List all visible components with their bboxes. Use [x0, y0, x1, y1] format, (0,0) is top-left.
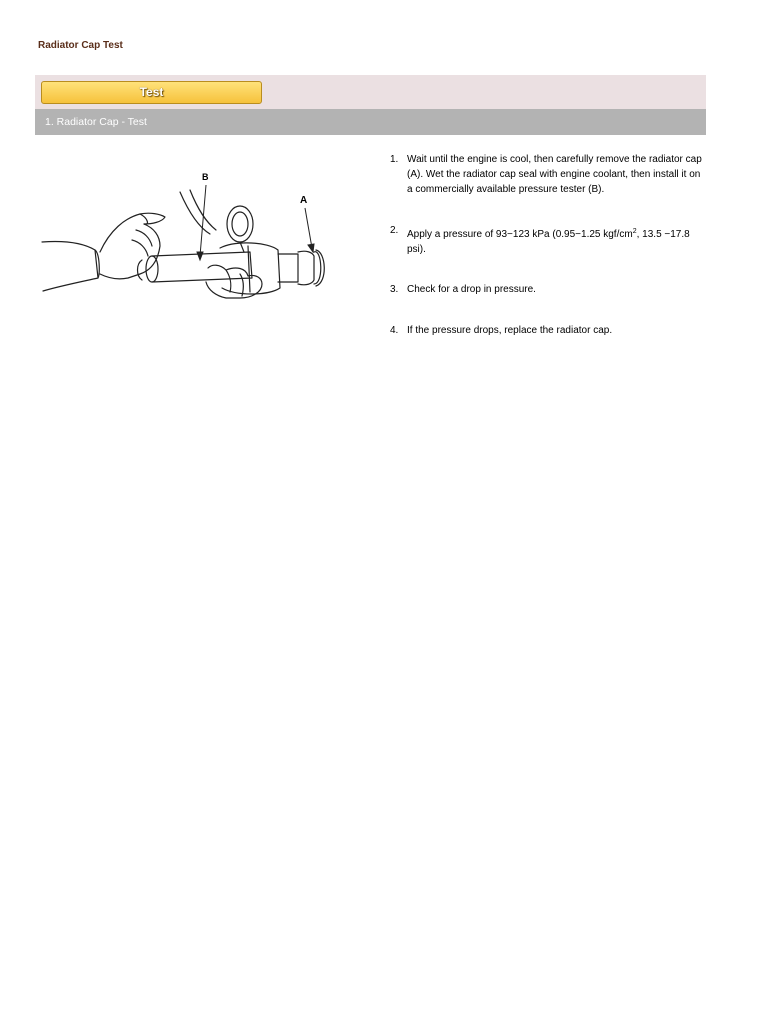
tab-test[interactable]: Test	[41, 81, 262, 104]
tab-panel	[35, 75, 706, 109]
tester-body	[152, 252, 252, 282]
pressure-gauge	[227, 206, 253, 242]
step-text: Check for a drop in pressure.	[407, 284, 536, 295]
step-item	[390, 227, 708, 257]
left-arm	[42, 241, 98, 291]
step-text: Apply a pressure of 93−123 kPa (0.95−1.25 kgf/$cm^2$, 13.5 −17.8 psi).	[407, 228, 690, 255]
step-item	[390, 282, 708, 297]
label-b: B	[202, 172, 209, 182]
step-item	[390, 152, 708, 197]
page-title: Radiator Cap Test	[38, 40, 123, 51]
step-number: 4.	[390, 325, 399, 336]
section-header	[35, 109, 706, 135]
step-number: 1.	[390, 154, 399, 165]
left-hand	[100, 213, 165, 279]
right-hand	[206, 265, 262, 298]
procedure-steps	[390, 152, 708, 338]
tester-hose	[180, 192, 210, 234]
step-number: 2.	[390, 225, 399, 236]
step-text: Wait until the engine is cool, then carefully remove the radiator cap (A). Wet the radiator cap seal with engine coolant, then install it on a commercially available pressure tester (B).	[407, 154, 702, 195]
step-number: 3.	[390, 284, 399, 295]
step-text: If the pressure drops, replace the radiator cap.	[407, 325, 613, 336]
label-a: A	[300, 195, 308, 206]
section-title: 1. Radiator Cap - Test	[45, 116, 147, 128]
radiator-cap-tester-illustration	[40, 160, 340, 310]
radiator-cap	[314, 252, 321, 284]
step-item	[390, 323, 708, 338]
